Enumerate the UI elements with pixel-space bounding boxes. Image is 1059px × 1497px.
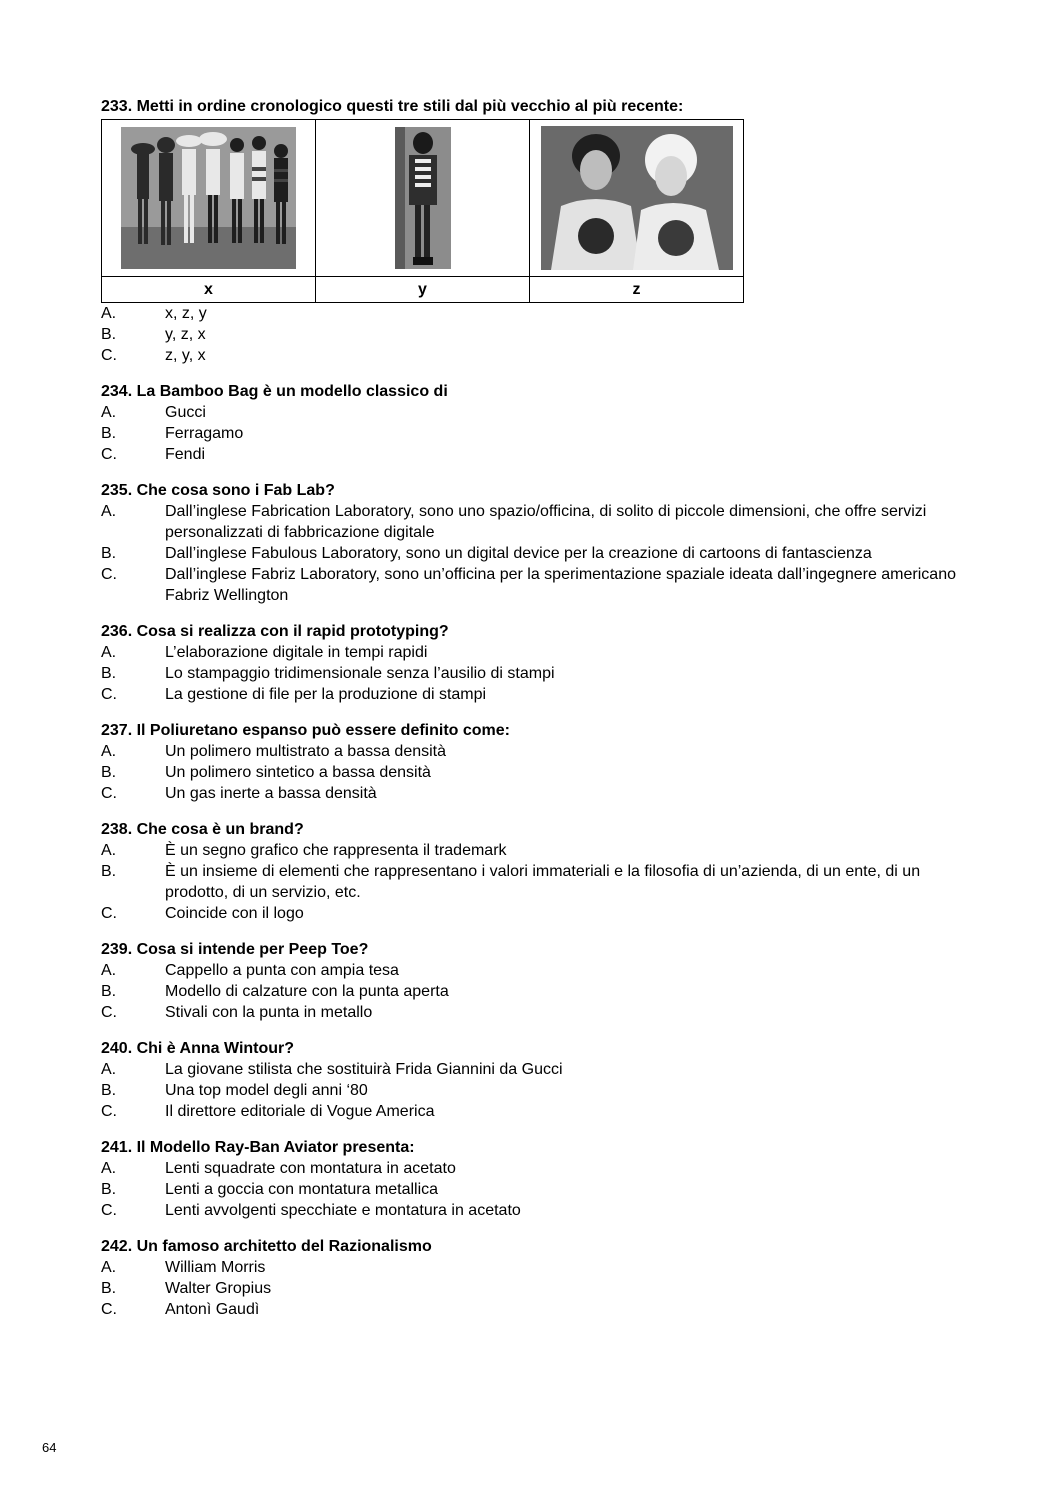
question-233	[101, 97, 971, 366]
answer-letter: A.	[101, 503, 117, 520]
image-cell-x	[102, 120, 316, 277]
answer-letter: A.	[101, 1061, 117, 1078]
answer-text: Dall’inglese Fabulous Laboratory, sono un digital device per la creazione di cartoons di fantascienza	[165, 545, 872, 562]
answer-text: Dall’inglese Fabrication Laboratory, sono uno spazio/officina, di solito di piccole dimensioni, che offre servizi personalizzati di fabbricazione digitale	[165, 503, 927, 541]
answer-text: Walter Gropius	[165, 1280, 272, 1297]
answer-option	[101, 564, 971, 606]
question-title: 238. Che cosa è un brand?	[101, 821, 304, 838]
question-title: 235. Che cosa sono i Fab Lab?	[101, 482, 335, 499]
question-234	[101, 382, 971, 465]
answer-option	[101, 1002, 971, 1023]
answer-letter: C.	[101, 1004, 117, 1021]
answer-option	[101, 345, 971, 366]
answer-letter: A.	[101, 842, 117, 859]
question-title: 239. Cosa si intende per Peep Toe?	[101, 941, 369, 958]
answer-option	[101, 1059, 971, 1080]
answer-text: x, z, y	[165, 305, 207, 322]
answer-text: Dall’inglese Fabriz Laboratory, sono un’officina per la sperimentazione spaziale ideata dall’ingegnere americano Fabriz Wellington	[165, 566, 956, 604]
answer-letter: B.	[101, 665, 117, 682]
question-236	[101, 622, 971, 705]
answer-letter: B.	[101, 1181, 117, 1198]
answer-text: Una top model degli anni ‘80	[165, 1082, 368, 1099]
answer-letter: C.	[101, 686, 117, 703]
question-240	[101, 1039, 971, 1122]
answer-text: y, z, x	[165, 326, 206, 343]
answer-text: Un polimero multistrato a bassa densità	[165, 743, 447, 760]
answer-option	[101, 840, 971, 861]
answer-letter: B.	[101, 1280, 117, 1297]
answer-text: La gestione di file per la produzione di stampi	[165, 686, 487, 703]
answer-letter: A.	[101, 1259, 117, 1276]
question-title: 236. Cosa si realizza con il rapid prototyping?	[101, 623, 449, 640]
photo-young-woman-striped-shirt	[395, 127, 451, 269]
answer-letter: A.	[101, 743, 117, 760]
answer-text: È un segno grafico che rappresenta il trademark	[165, 842, 507, 859]
answer-option	[101, 402, 971, 423]
answer-option	[101, 960, 971, 981]
answer-option	[101, 663, 971, 684]
answer-option	[101, 1257, 971, 1278]
question-title: 234. La Bamboo Bag è un modello classico di	[101, 383, 448, 400]
question-241	[101, 1138, 971, 1221]
answer-text: L’elaborazione digitale in tempi rapidi	[165, 644, 428, 661]
answer-text: Antonì Gaudì	[165, 1301, 260, 1318]
answer-text: Fendi	[165, 446, 206, 463]
answer-option	[101, 1179, 971, 1200]
answer-option	[101, 501, 971, 543]
answer-text: Gucci	[165, 404, 206, 421]
answer-text: Un polimero sintetico a bassa densità	[165, 764, 431, 781]
answer-option	[101, 1299, 971, 1320]
answer-text: Stivali con la punta in metallo	[165, 1004, 373, 1021]
photo-group-of-women	[121, 127, 296, 269]
image-label-x: x	[102, 277, 316, 303]
answer-letter: B.	[101, 863, 117, 880]
answer-option	[101, 642, 971, 663]
answer-letter: B.	[101, 326, 117, 343]
answer-letter: A.	[101, 305, 117, 322]
answer-letter: C.	[101, 347, 117, 364]
answer-option	[101, 444, 971, 465]
answer-letter: A.	[101, 962, 117, 979]
answer-option	[101, 1158, 971, 1179]
document-body	[101, 97, 971, 1336]
answer-option	[101, 783, 971, 804]
answer-option	[101, 903, 971, 924]
answer-letter: A.	[101, 644, 117, 661]
answer-option	[101, 324, 971, 345]
page-number: 64	[42, 1440, 57, 1455]
answer-text: Un gas inerte a bassa densità	[165, 785, 377, 802]
answer-letter: A.	[101, 404, 117, 421]
answer-option	[101, 1080, 971, 1101]
answer-letter: B.	[101, 764, 117, 781]
answer-text: Il direttore editoriale di Vogue America	[165, 1103, 435, 1120]
answer-letter: C.	[101, 1202, 117, 1219]
photo-punk-couple	[541, 126, 733, 270]
answer-text: William Morris	[165, 1259, 266, 1276]
answer-text: La giovane stilista che sostituirà Frida Giannini da Gucci	[165, 1061, 563, 1078]
answer-letter: C.	[101, 905, 117, 922]
question-242	[101, 1237, 971, 1320]
answer-option	[101, 1200, 971, 1221]
answer-option	[101, 684, 971, 705]
image-cell-z	[530, 120, 744, 277]
answer-letter: C.	[101, 446, 117, 463]
answer-option	[101, 543, 971, 564]
answer-letter: B.	[101, 545, 117, 562]
answer-text: z, y, x	[165, 347, 206, 364]
answer-option	[101, 981, 971, 1002]
question-title: 241. Il Modello Ray-Ban Aviator presenta:	[101, 1139, 415, 1156]
answer-option	[101, 762, 971, 783]
style-images-table	[101, 119, 744, 303]
answer-letter: A.	[101, 1160, 117, 1177]
question-235	[101, 481, 971, 606]
question-title: 233. Metti in ordine cronologico questi tre stili dal più vecchio al più recente:	[101, 98, 684, 115]
answer-letter: B.	[101, 983, 117, 1000]
answer-option	[101, 423, 971, 444]
question-title: 242. Un famoso architetto del Razionalismo	[101, 1238, 432, 1255]
answer-option	[101, 1278, 971, 1299]
answer-text: Modello di calzature con la punta aperta	[165, 983, 449, 1000]
answer-text: Cappello a punta con ampia tesa	[165, 962, 399, 979]
answer-letter: C.	[101, 566, 117, 583]
question-239	[101, 940, 971, 1023]
image-label-z: z	[530, 277, 744, 303]
answer-text: Lo stampaggio tridimensionale senza l’ausilio di stampi	[165, 665, 555, 682]
answer-text: Ferragamo	[165, 425, 244, 442]
question-title: 237. Il Poliuretano espanso può essere definito come:	[101, 722, 510, 739]
answer-option	[101, 1101, 971, 1122]
question-237	[101, 721, 971, 804]
answer-text: Lenti avvolgenti specchiate e montatura in acetato	[165, 1202, 521, 1219]
answer-text: È un insieme di elementi che rappresentano i valori immateriali e la filosofia di un’azienda, di un ente, di un prodotto, di un servizio, etc.	[165, 863, 921, 901]
image-label-y: y	[316, 277, 530, 303]
answer-text: Lenti squadrate con montatura in acetato	[165, 1160, 456, 1177]
question-238	[101, 820, 971, 924]
answer-letter: B.	[101, 425, 117, 442]
answer-letter: C.	[101, 785, 117, 802]
image-cell-y	[316, 120, 530, 277]
answer-text: Coincide con il logo	[165, 905, 304, 922]
answer-option	[101, 741, 971, 762]
question-title: 240. Chi è Anna Wintour?	[101, 1040, 295, 1057]
answer-letter: C.	[101, 1301, 117, 1318]
answer-text: Lenti a goccia con montatura metallica	[165, 1181, 439, 1198]
answer-option	[101, 861, 971, 903]
answer-letter: C.	[101, 1103, 117, 1120]
answer-letter: B.	[101, 1082, 117, 1099]
answer-option	[101, 303, 971, 324]
